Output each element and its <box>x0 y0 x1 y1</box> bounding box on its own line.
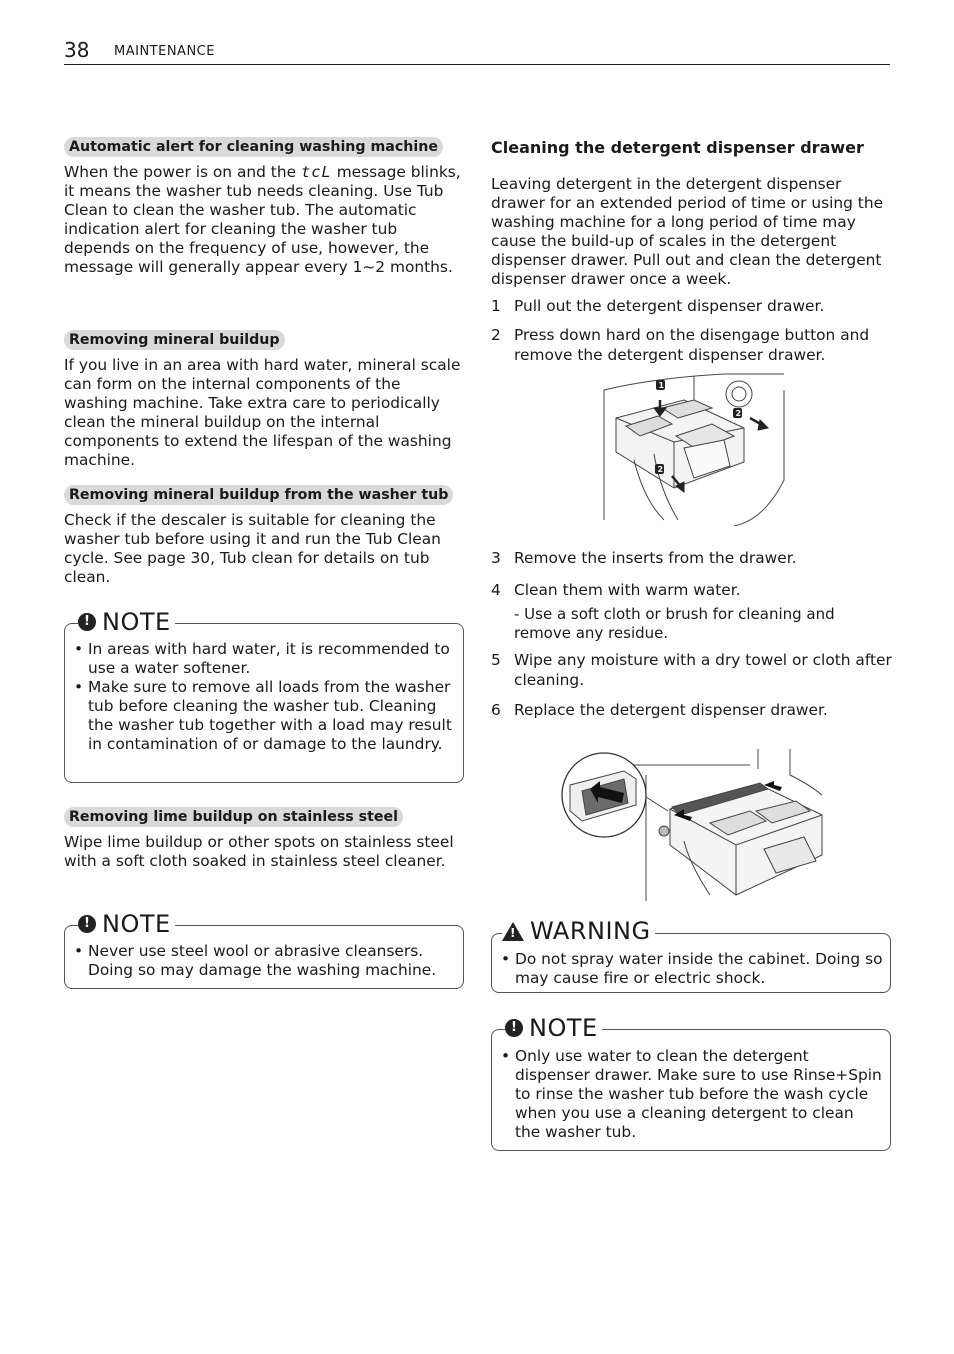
note-bullet: • In areas with hard water, it is recommended to use a water softener. <box>74 640 456 678</box>
mineral-tub-section <box>64 485 464 587</box>
note-list-1 <box>74 640 456 754</box>
step-text: Press down hard on the disengage button and remove the detergent dispenser drawer. <box>514 326 870 364</box>
warning-triangle-icon: ! <box>502 922 524 941</box>
step-text: Remove the inserts from the drawer. <box>514 549 797 567</box>
note-title-3: NOTE <box>529 1014 598 1042</box>
warning-bullet: • Do not spray water inside the cabinet. Doing so may cause fire or electric shock. <box>501 950 883 988</box>
dispenser-heading: Cleaning the detergent dispenser drawer <box>491 138 864 157</box>
step-number: 2 <box>491 326 501 344</box>
note-bullet: • Never use steel wool or abrasive cleansers. Doing so may damage the washing machine. <box>74 942 456 980</box>
section-title: MAINTENANCE <box>114 44 215 59</box>
note-title-2: NOTE <box>102 910 171 938</box>
lime-body: Wipe lime buildup or other spots on stainless steel with a soft cloth soaked in stainless steel cleaner. <box>64 833 454 870</box>
exclamation-icon: ! <box>78 613 96 631</box>
header-divider <box>64 64 890 65</box>
mineral-heading: Removing mineral buildup <box>64 330 285 350</box>
step-4-subnote: - Use a soft cloth or brush for cleaning and remove any residue. <box>514 605 835 642</box>
step-number: 1 <box>491 297 501 315</box>
step-number: 4 <box>491 581 501 599</box>
step-text: Pull out the detergent dispenser drawer. <box>514 297 825 315</box>
auto-alert-section <box>64 137 464 277</box>
warning-list <box>501 950 883 988</box>
step-text: Wipe any moisture with a dry towel or cloth after cleaning. <box>514 651 892 689</box>
note-list-3 <box>501 1047 883 1142</box>
mineral-tub-heading: Removing mineral buildup from the washer tub <box>64 485 453 505</box>
auto-alert-body: When the power is on and the tcL message blinks, it means the washer tub needs cleaning. Use Tub Clean to clean the washer tub. The automatic indication alert for cleaning the washer tub depends on the frequency of use, however, the message will generally appear every 1~2 months. <box>64 163 461 276</box>
step-number: 3 <box>491 549 501 567</box>
page-number: 38 <box>64 38 90 62</box>
drawer-removal-illustration <box>594 370 790 526</box>
note-header-2 <box>78 911 175 937</box>
auto-alert-heading: Automatic alert for cleaning washing machine <box>64 137 443 157</box>
callout-label: 1 <box>658 381 665 390</box>
step-text: Replace the detergent dispenser drawer. <box>514 701 828 719</box>
mineral-tub-body: Check if the descaler is suitable for cleaning the washer tub before using it and run the Tub Clean cycle. See page 30, Tub clean for details on tub clean. <box>64 511 441 586</box>
lime-heading: Removing lime buildup on stainless steel <box>64 807 403 827</box>
note-header-3 <box>505 1015 602 1041</box>
note-bullet: • Only use water to clean the detergent dispenser drawer. Make sure to use Rinse+Spin to rinse the washer tub before the wash cycle when you use a cleaning detergent to clean the washer tub. <box>501 1047 883 1142</box>
tcl-display-code: tcL <box>300 163 332 181</box>
step-text: Clean them with warm water. <box>514 581 741 599</box>
mineral-body: If you live in an area with hard water, mineral scale can form on the internal components of the washing machine. Take extra care to periodically clean the mineral buildup on the internal components to extend the lifespan of the washing machine. <box>64 356 461 469</box>
step-number: 5 <box>491 651 501 669</box>
drawer-replacement-illustration <box>560 745 824 901</box>
callout-label: 2 <box>735 409 742 418</box>
dispenser-intro: Leaving detergent in the detergent dispenser drawer for an extended period of time or using the washing machine for a long period of time may cause the build-up of scales in the detergent dispenser drawer. Pull out and clean the detergent dispenser drawer once a week. <box>491 175 884 288</box>
mineral-section <box>64 330 464 470</box>
note-header-1 <box>78 609 175 635</box>
note-title-1: NOTE <box>102 608 171 636</box>
warning-header <box>502 918 655 944</box>
note-list-2 <box>74 942 456 980</box>
callout-label: 2 <box>657 465 664 474</box>
exclamation-icon: ! <box>505 1019 523 1037</box>
note-bullet: • Make sure to remove all loads from the washer tub before cleaning the washer tub. Cleaning the washer tub together with a load may result in contamination of or damage to the laundry. <box>74 678 456 754</box>
warning-title: WARNING <box>530 917 651 945</box>
step-number: 6 <box>491 701 501 719</box>
lime-section <box>64 807 464 871</box>
exclamation-icon: ! <box>78 915 96 933</box>
